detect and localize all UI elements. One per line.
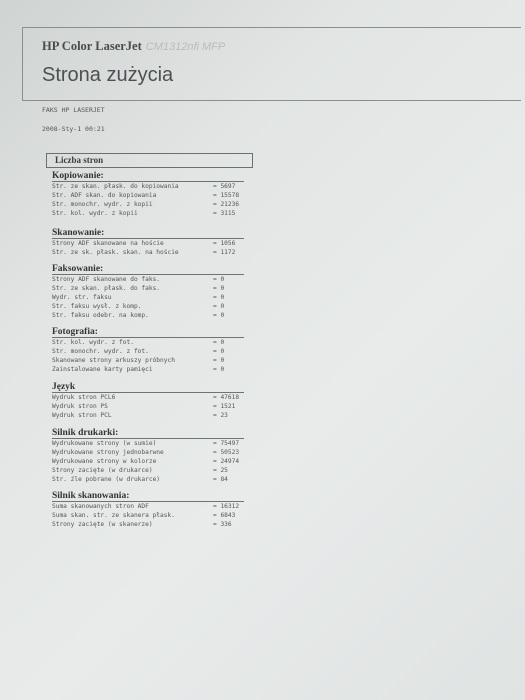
report-datetime: 2008-Sty-1 00:21 [42,125,105,133]
usage-row [52,439,244,448]
section-title: Silnik skanowania: [52,491,244,502]
section-title: Silnik drukarki: [52,428,244,439]
usage-row-label: Wydruk stron PCL6 [52,394,116,401]
usage-row-value: = 0 [213,339,225,346]
usage-row [52,275,244,284]
usage-row-label: Suma skanowanych stron ADF [52,503,149,510]
usage-row [52,365,244,374]
usage-row-label: Str. monochr. wydr. z fot. [52,348,149,355]
usage-section [52,382,244,420]
usage-row-label: Skanowane strony arkuszy próbnych [52,357,175,364]
usage-row-value: = 0 [213,348,225,355]
usage-row [52,402,244,411]
usage-row-value: = 0 [213,276,225,283]
fax-name: FAKS HP LASERJET [42,106,105,114]
usage-row [52,502,244,511]
usage-row-value: = 1172 [213,249,236,256]
section-title: Skanowanie: [52,228,244,239]
usage-row [52,311,244,320]
usage-row-label: Wydruk stron PS [52,403,108,410]
usage-row [52,411,244,420]
usage-row [52,209,244,218]
usage-row-value: = 6843 [213,512,236,519]
page-title: Strona zużycia [42,64,174,86]
page-count-heading [46,153,253,168]
usage-row-value: = 0 [213,357,225,364]
usage-row [52,302,244,311]
section-title: Faksowanie: [52,264,244,275]
usage-section [52,491,244,529]
usage-row [52,457,244,466]
usage-row-value: = 16312 [213,503,240,510]
usage-row-value: = 3115 [213,210,236,217]
usage-row [52,347,244,356]
usage-row-label: Zainstalowane karty pamięci [52,366,153,373]
usage-row [52,448,244,457]
usage-row-label: Strony ADF skanowane do faks. [52,276,161,283]
usage-section [52,264,244,320]
usage-section [52,327,244,374]
usage-row-value: = 84 [213,476,228,483]
usage-row [52,511,244,520]
usage-row-label: Str. kol. wydr. z fot. [52,339,134,346]
usage-row-label: Str. faksu wysł. z komp. [52,303,142,310]
usage-row [52,338,244,347]
usage-row-label: Str. ze sk. płask. skan. na hoście [52,249,179,256]
usage-row [52,239,244,248]
usage-row [52,475,244,484]
usage-row [52,182,244,191]
usage-row-label: Strony zacięte (w skanerze) [52,521,153,528]
usage-row-value: = 25 [213,467,228,474]
usage-row-label: Wydrukowane strony (w sumie) [52,440,157,447]
usage-row-value: = 336 [213,521,232,528]
page-count-title: Liczba stron [55,155,104,165]
usage-row-value: = 15578 [213,192,240,199]
usage-row-value: = 0 [213,303,225,310]
usage-row-label: Str. ADF skan. do kopiowania [52,192,157,199]
usage-row [52,200,244,209]
section-title: Fotografia: [52,327,244,338]
printer-brand [42,39,225,54]
usage-row-value: = 0 [213,294,225,301]
usage-row [52,393,244,402]
usage-section [52,171,244,218]
section-title: Język [52,382,244,393]
usage-row-value: = 1056 [213,240,236,247]
printer-model: CM1312nfi MFP [145,41,226,53]
usage-row-value: = 5697 [213,183,236,190]
usage-row-value: = 0 [213,366,225,373]
usage-row-value: = 23 [213,412,228,419]
section-title: Kopiowanie: [52,171,244,182]
usage-row-label: Wydr. str. faksu [52,294,112,301]
usage-row [52,466,244,475]
usage-row-value: = 0 [213,285,225,292]
usage-row [52,293,244,302]
usage-row-value: = 75497 [213,440,240,447]
usage-row [52,356,244,365]
usage-row [52,284,244,293]
usage-row-label: Suma skan. str. ze skanera płask. [52,512,175,519]
usage-row-label: Str. kol. wydr. z kopii [52,210,138,217]
usage-row-value: = 1521 [213,403,236,410]
usage-row-label: Wydrukowane strony jednobarwne [52,449,164,456]
brand-name: HP Color LaserJet [42,39,142,53]
usage-section [52,228,244,257]
usage-row-label: Str. ze skan. płask. do kopiowania [52,183,179,190]
usage-row [52,520,244,529]
usage-row-label: Str. ze skan. płask. do faks. [52,285,161,292]
usage-row-label: Wydrukowane strony w kolorze [52,458,157,465]
usage-row [52,191,244,200]
usage-row-value: = 50523 [213,449,240,456]
usage-row-label: Strony ADF skanowane na hoście [52,240,164,247]
usage-row-value: = 21236 [213,201,240,208]
usage-row-label: Str. monochr. wydr. z kopii [52,201,153,208]
usage-row-value: = 0 [213,312,225,319]
usage-row-label: Str. faksu odebr. na komp. [52,312,149,319]
usage-row [52,248,244,257]
usage-row-label: Wydruk stron PCL [52,412,112,419]
usage-row-label: Str. źle pobrane (w drukarce) [52,476,161,483]
usage-row-value: = 24974 [213,458,240,465]
usage-row-label: Strony zacięte (w drukarce) [52,467,153,474]
usage-row-value: = 47618 [213,394,240,401]
usage-section [52,428,244,484]
